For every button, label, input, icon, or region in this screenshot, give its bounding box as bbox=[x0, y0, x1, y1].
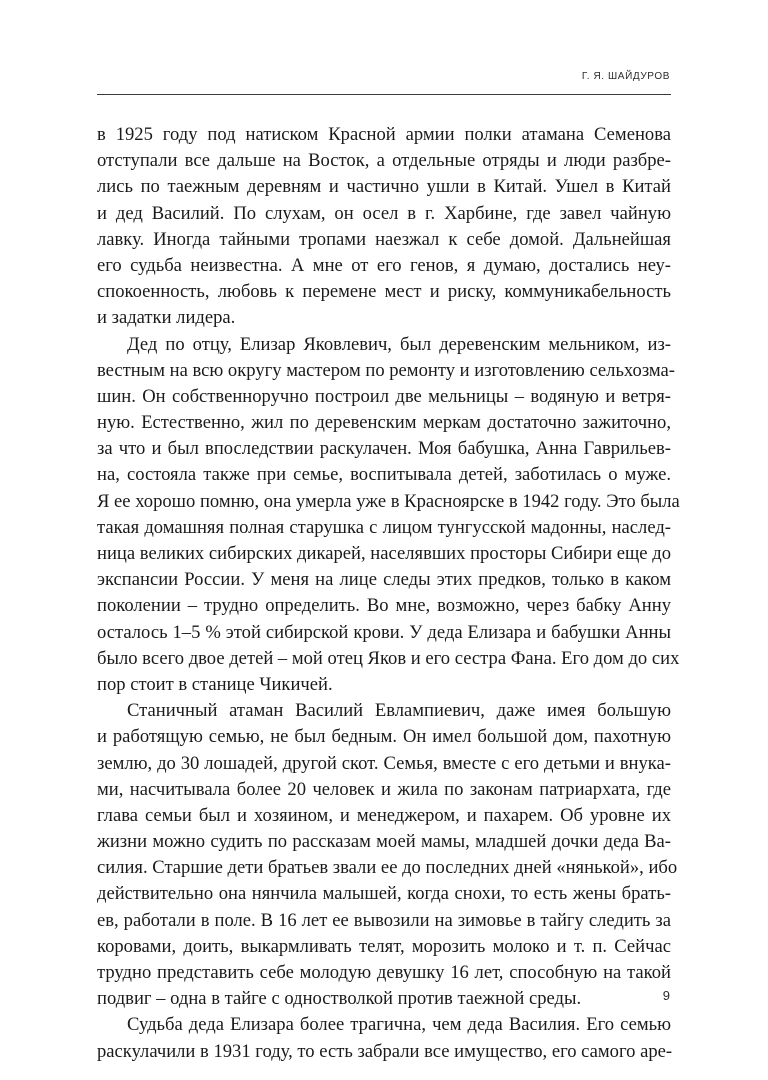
text-line: ница великих сибирских дикарей, населявших просторы Сибири еще до bbox=[97, 543, 671, 564]
text-line: на, состояла также при семье, воспитывала детей, заботилась о муже. bbox=[97, 464, 671, 486]
text-line: за что и был впоследствии раскулачен. Моя бабушка, Анна Гаврильев- bbox=[97, 438, 671, 460]
text-line: экспансии России. У меня на лице следы этих предков, только в каком bbox=[97, 569, 671, 591]
paragraph-2 bbox=[97, 332, 680, 699]
text-line: силия. Старшие дети братьев звали ее до последних дней «нянькой», ибо bbox=[97, 857, 678, 879]
text-line: и работящую семью, не был бедным. Он имел большой дом, пахотную bbox=[97, 726, 671, 748]
text-line: такая домашняя полная старушка с лицом тунгусской мадонны, наслед- bbox=[97, 516, 671, 538]
text-line: Дед по отцу, Елизар Яковлевич, был деревенским мельником, из- bbox=[127, 333, 671, 355]
paragraph-1 bbox=[97, 122, 671, 332]
text-line: ную. Естественно, жил по деревенским меркам достаточно зажиточно, bbox=[97, 412, 671, 434]
text-line: трудно представить себе молодую девушку 16 лет, способную на такой bbox=[97, 962, 671, 983]
text-line: коровами, доить, выкармливать телят, морозить молоко и т. п. Сейчас bbox=[97, 935, 671, 957]
body-text bbox=[97, 122, 680, 1065]
text-line: раскулачили в 1931 году, то есть забрали все имущество, его самого аре- bbox=[97, 1040, 673, 1062]
text-line: в 1925 году под натиском Красной армии полки атамана Семенова bbox=[97, 124, 671, 145]
running-head: Г. Я. ШАЙДУРОВ bbox=[581, 71, 670, 82]
text-line: ев, работали в поле. В 16 лет ее вывозили на зимовье в тайгу следить за bbox=[97, 909, 671, 931]
text-line: Я ее хорошо помню, она умерла уже в Красноярске в 1942 году. Это была bbox=[97, 490, 680, 512]
text-line: осталось 1–5 % этой сибирской крови. У деда Елизара и бабушки Анны bbox=[97, 621, 671, 643]
text-line: действительно она нянчила малышей, когда снохи, то есть жены брать- bbox=[97, 883, 671, 905]
text-line: жизни можно судить по рассказам моей мамы, младшей дочки деда Ва- bbox=[97, 831, 671, 853]
paragraph-3 bbox=[97, 698, 678, 1012]
text-line: и дед Василий. По слухам, он осел в г. Харбине, где завел чайную bbox=[97, 202, 671, 224]
text-line: отступали все дальше на Восток, а отдельные отряды и люди разбре- bbox=[97, 150, 671, 172]
text-line: вестным на всю округу мастером по ремонту и изготовлению сельхозма- bbox=[97, 359, 675, 381]
text-line: пор стоит в станице Чикичей. bbox=[97, 673, 333, 695]
text-line: поколении – трудно определить. Во мне, возможно, через бабку Анну bbox=[97, 595, 671, 617]
text-line: шин. Он собственноручно построил две мельницы – водяную и ветря- bbox=[97, 385, 671, 407]
paragraph-4 bbox=[97, 1012, 671, 1064]
text-line: и задатки лидера. bbox=[97, 307, 236, 329]
text-line: Станичный атаман Василий Евлампиевич, даже имея большую bbox=[127, 700, 671, 722]
text-line: было всего двое детей – мой отец Яков и его сестра Фана. Его дом до сих bbox=[97, 647, 680, 669]
text-line: подвиг – одна в тайге с одностволкой против таежной среды. bbox=[97, 988, 582, 1010]
text-line: лавку. Иногда тайными тропами наезжал к себе домой. Дальнейшая bbox=[97, 228, 671, 250]
text-line: ми, насчитывала более 20 человек и жила по законам патриархата, где bbox=[97, 778, 671, 800]
text-line: спокоенность, любовь к перемене мест и риску, коммуникабельность bbox=[97, 281, 671, 303]
text-line: землю, до 30 лошадей, другой скот. Семья, вместе с его детьми и внука- bbox=[97, 752, 671, 774]
text-line: глава семьи был и хозяином, и менеджером, и пахарем. Об уровне их bbox=[97, 804, 671, 826]
text-line: лись по таежным деревням и частично ушли в Китай. Ушел в Китай bbox=[97, 176, 671, 198]
header-rule bbox=[97, 94, 671, 95]
text-line: Судьба деда Елизара более трагична, чем деда Василия. Его семью bbox=[127, 1014, 671, 1036]
text-line: его судьба неизвестна. А мне от его генов, я думаю, достались неу- bbox=[97, 254, 671, 276]
page-number: 9 bbox=[662, 988, 670, 1003]
